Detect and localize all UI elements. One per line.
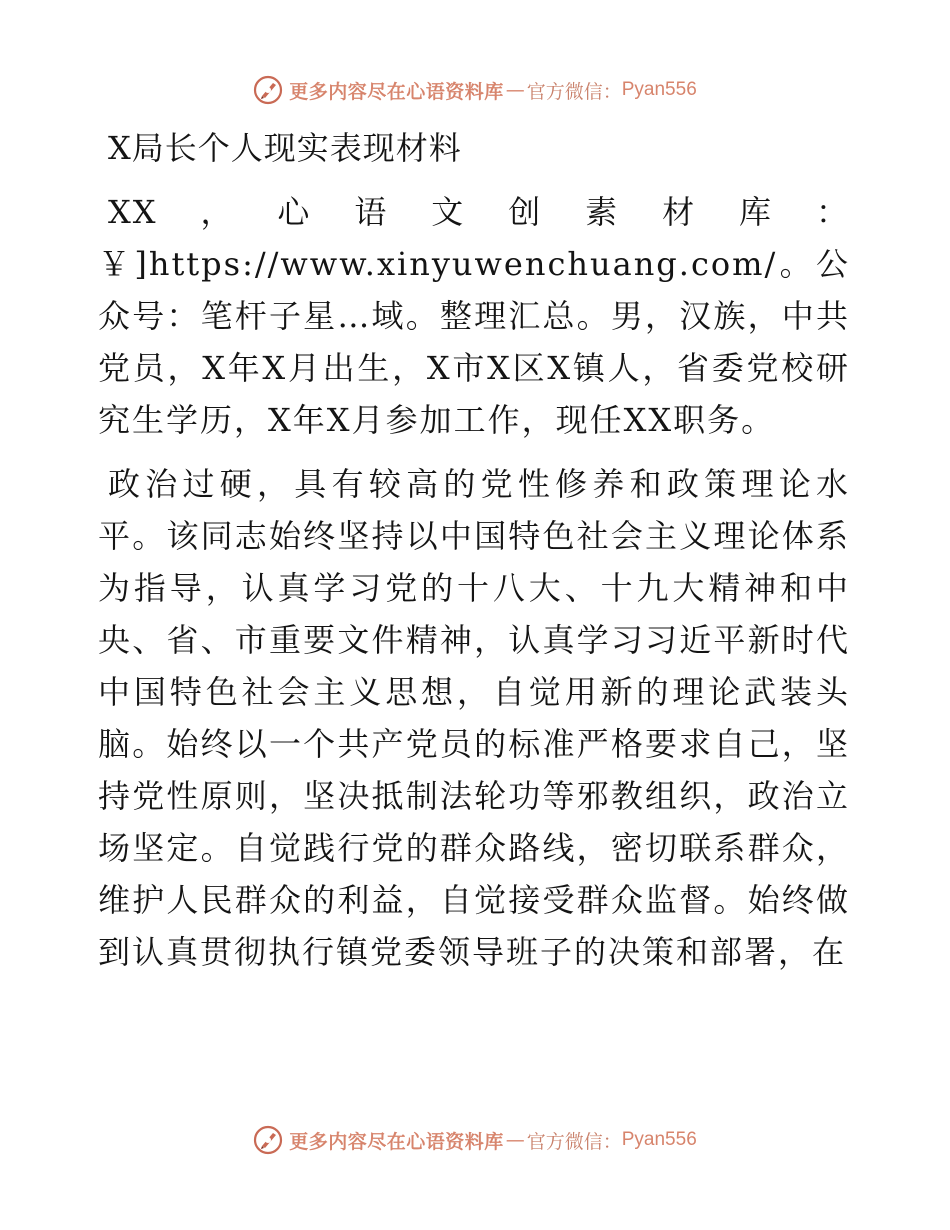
footer-banner: [0, 1120, 950, 1160]
paragraph-intro: XX，心语文创素材库：￥]https://www.xinyuwenchuang.com/。公众号：笔杆子星…域。整理汇总。男，汉族，中共党员，X年X月出生，X市X区X镇人，省委党校研究生学历，X年X月参加工作，现任XX职务。: [98, 193, 850, 439]
promo-text: 更多内容尽在心语资料库: [289, 80, 504, 103]
document-body: [98, 122, 850, 990]
wechat-label: 官方微信：: [526, 1130, 622, 1153]
banner-separator: —: [505, 79, 525, 101]
paragraph-politics: 政治过硬，具有较高的党性修养和政策理论水平。该同志始终坚持以中国特色社会主义理论体系为指导，认真学习党的十八大、十九大精神和中央、省、市重要文件精神，认真学习习近平新时代中国特色社会主义思想，自觉用新的理论武装头脑。始终以一个共产党员的标准严格要求自己，坚持党性原则，坚决抵制法轮功等邪教组织，政治立场坚定。自觉践行党的群众路线，密切联系群众，维护人民群众的利益，自觉接受群众监督。始终做到认真贯彻执行镇党委领导班子的决策和部署，在: [98, 465, 850, 971]
quill-pen-logo-icon: [253, 75, 283, 105]
banner-separator: —: [505, 1129, 525, 1151]
wechat-label: 官方微信：: [526, 80, 622, 103]
promo-text: 更多内容尽在心语资料库: [289, 1130, 504, 1153]
quill-pen-logo-icon: [253, 1125, 283, 1155]
header-banner: [0, 70, 950, 110]
wechat-id: Pyan556: [621, 1129, 697, 1150]
document-title: X局长个人现实表现材料: [108, 129, 462, 167]
wechat-id: Pyan556: [621, 79, 697, 100]
